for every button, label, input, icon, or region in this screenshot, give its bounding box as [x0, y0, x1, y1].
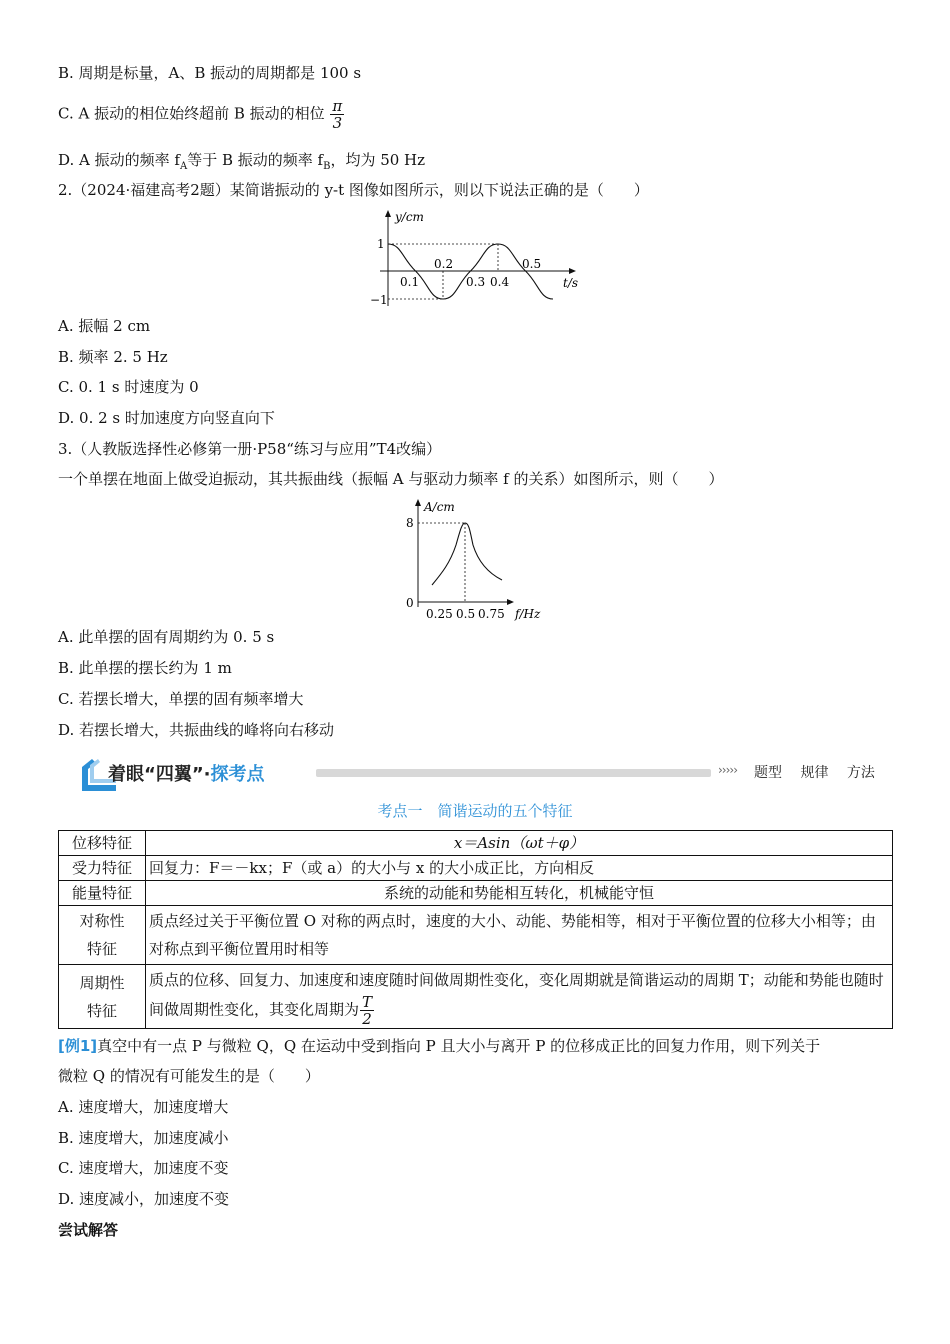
table-value-text: 质点的位移、回复力、加速度和速度随时间做周期性变化，变化周期就是简谐运动的周期 T；动能和势能也随时间做周期性变化，其变化周期为	[149, 971, 884, 1019]
try-answer-label: 尝试解答	[58, 1221, 119, 1239]
example-line-1	[58, 1036, 820, 1056]
subscript-a: A	[179, 161, 188, 172]
chevrons-icon: ›››››	[718, 763, 737, 777]
q1-option-d-part: ，均为 50 Hz	[330, 151, 426, 169]
banner-bar	[316, 769, 711, 777]
table-value: 回复力：F＝－kx；F（或 a）的大小与 x 的大小成正比，方向相反	[146, 856, 893, 881]
x-axis-label: t/s	[563, 276, 579, 290]
q3-option-c: C. 若摆长增大，单摆的固有频率增大	[58, 690, 304, 708]
table-row	[59, 856, 893, 881]
table-key-line: 对称性	[79, 912, 125, 930]
example-option-c: C. 速度增大，加速度不变	[58, 1159, 229, 1177]
banner-tags: 题型 规律 方法	[754, 765, 875, 781]
example-option-a: A. 速度增大，加速度增大	[58, 1098, 229, 1116]
table-value	[146, 965, 893, 1029]
x-axis-label: f/Hz	[515, 607, 541, 621]
q3-option-d: D. 若摆长增大，共振曲线的峰将向右移动	[58, 721, 335, 739]
q1-option-c-fraction	[330, 98, 344, 131]
table-key	[59, 965, 146, 1029]
q1-option-d-part: 等于 B 振动的频率 f	[187, 151, 324, 169]
q2-option-b: B. 频率 2. 5 Hz	[58, 348, 168, 366]
example-tag: [例1]	[58, 1037, 98, 1055]
q1-option-c-text: C. A 振动的相位始终超前 B 振动的相位	[58, 104, 325, 123]
banner-title-text: 着眼“四翼”·	[108, 764, 211, 785]
y-axis-label: y/cm	[395, 210, 424, 224]
y-axis-arrow	[385, 210, 391, 217]
x-tick-0.1: 0.1	[400, 275, 420, 289]
y-tick-neg1: −1	[370, 293, 388, 307]
x-tick-0.3: 0.3	[466, 275, 486, 289]
fraction-denominator: 3	[332, 114, 343, 132]
table-value: x＝Asin（ωt＋φ）	[146, 831, 893, 856]
table-row	[59, 906, 893, 965]
q3-resonance-graph	[398, 497, 548, 623]
q1-option-d	[58, 150, 425, 177]
table-key: 位移特征	[59, 831, 146, 856]
example-option-b: B. 速度增大，加速度减小	[58, 1129, 229, 1147]
y-tick-8: 8	[406, 516, 414, 530]
fraction-denominator: 2	[362, 1010, 372, 1028]
q3-stem: 一个单摆在地面上做受迫振动，其共振曲线（振幅 A 与驱动力频率 f 的关系）如图所示，则（ ）	[58, 470, 724, 488]
q1-option-d-part: D. A 振动的频率 f	[58, 151, 180, 169]
q3-source: 3.（人教版选择性必修第一册·P58“练习与应用”T4改编）	[58, 440, 442, 458]
origin-label: 0	[406, 596, 414, 610]
q2-option-c: C. 0. 1 s 时速度为 0	[58, 378, 199, 396]
q2-yt-graph	[360, 208, 590, 310]
q2-option-d: D. 0. 2 s 时加速度方向竖直向下	[58, 409, 275, 427]
fraction-numerator: π	[332, 97, 343, 115]
y-axis-arrow	[415, 499, 421, 506]
fraction-numerator: T	[362, 993, 373, 1011]
features-table	[58, 830, 893, 1029]
y-tick-1: 1	[377, 237, 385, 251]
q1-option-c	[58, 98, 344, 131]
example-text: 真空中有一点 P 与微粒 Q，Q 在运动中受到指向 P 且大小与离开 P 的位移成正比的回复力作用，则下列关于	[97, 1037, 821, 1055]
y-axis-label: A/cm	[424, 500, 455, 514]
table-row	[59, 965, 893, 1029]
q2-option-a: A. 振幅 2 cm	[58, 317, 151, 335]
example-line-2: 微粒 Q 的情况有可能发生的是（ ）	[58, 1067, 320, 1085]
q1-option-b: B. 周期是标量，A、B 振动的周期都是 100 s	[58, 64, 362, 82]
table-value: 系统的动能和势能相互转化，机械能守恒	[146, 881, 893, 906]
table-key: 受力特征	[59, 856, 146, 881]
banner-title-highlight: 探考点	[210, 764, 265, 785]
x-axis-arrow	[569, 268, 576, 274]
resonance-curve	[432, 523, 502, 585]
period-fraction	[360, 994, 374, 1027]
x-tick-0.75: 0.75	[478, 607, 505, 621]
example-option-d: D. 速度减小，加速度不变	[58, 1190, 230, 1208]
table-value: 质点经过关于平衡位置 O 对称的两点时，速度的大小、动能、势能相等，相对于平衡位置的位移大小相等；由对称点到平衡位置用时相等	[146, 906, 893, 965]
x-tick-0.5: 0.5	[522, 257, 542, 271]
x-tick-0.2: 0.2	[434, 257, 454, 271]
table-key-line: 周期性	[79, 973, 125, 992]
section-title: 考点一 简谐运动的五个特征	[377, 802, 573, 820]
q2-stem: 2.（2024·福建高考2题）某简谐振动的 y-t 图像如图所示，则以下说法正确的是（ ）	[58, 181, 649, 199]
x-tick-0.5: 0.5	[456, 607, 476, 621]
x-tick-0.25: 0.25	[426, 607, 453, 621]
q3-option-b: B. 此单摆的摆长约为 1 m	[58, 659, 232, 677]
table-key	[59, 906, 146, 965]
section-banner	[78, 757, 878, 793]
table-key: 能量特征	[59, 881, 146, 906]
q3-option-a: A. 此单摆的固有周期约为 0. 5 s	[58, 628, 275, 646]
x-axis-arrow	[507, 599, 514, 605]
x-tick-0.4: 0.4	[490, 275, 510, 289]
banner-title	[108, 760, 265, 786]
table-row	[59, 881, 893, 906]
subscript-b: B	[323, 161, 331, 172]
table-row	[59, 831, 893, 856]
table-key-line: 特征	[86, 1001, 117, 1020]
table-key-line: 特征	[86, 940, 117, 958]
